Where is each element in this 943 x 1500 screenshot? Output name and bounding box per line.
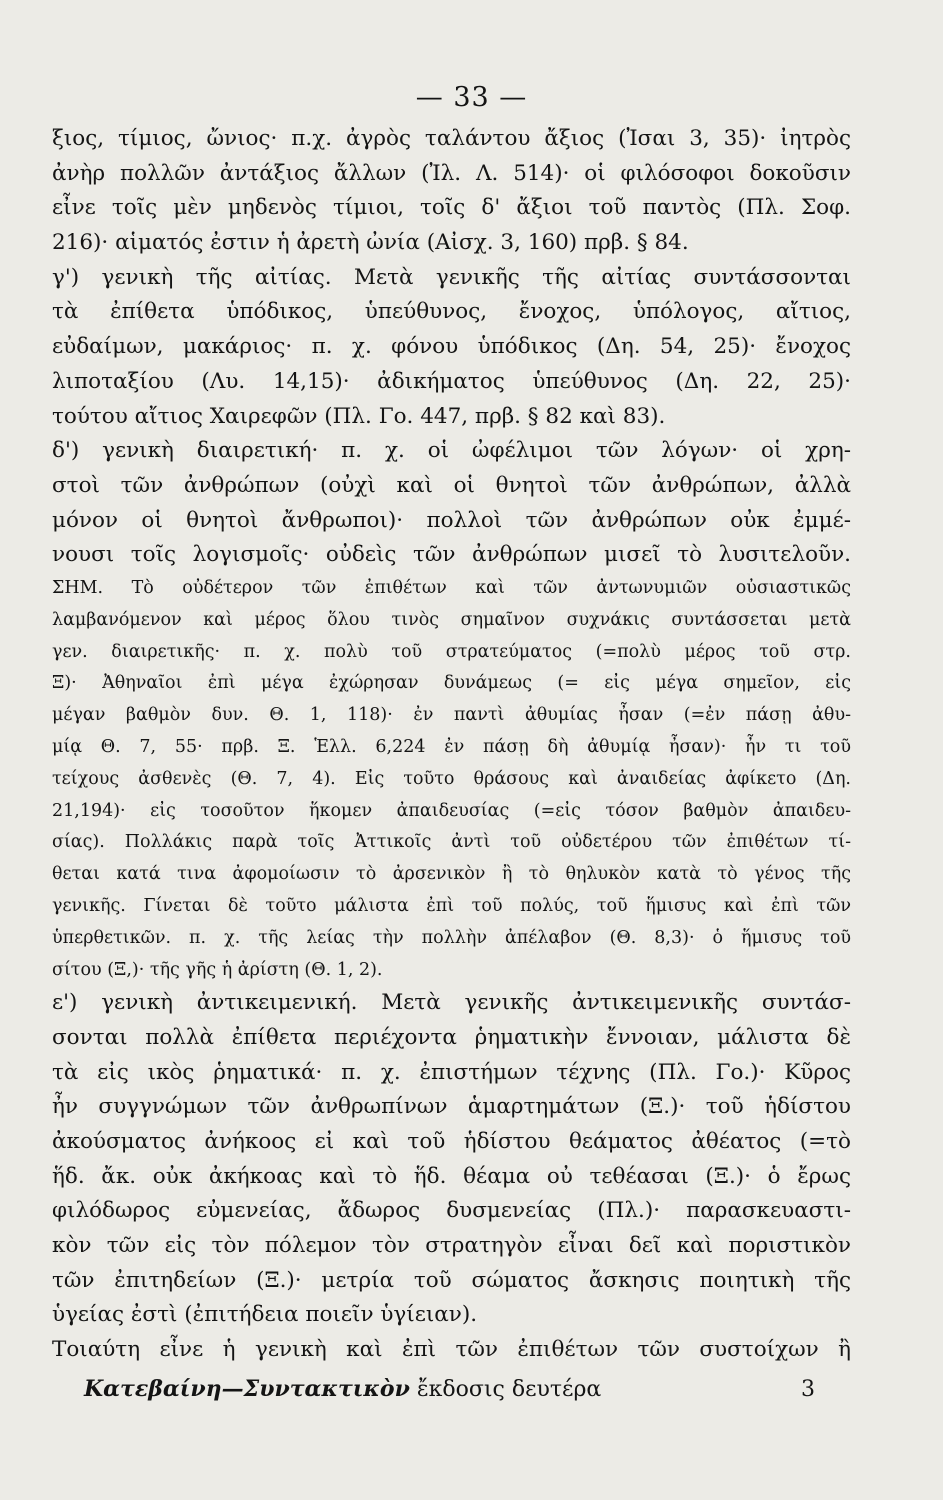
text-line: τούτου αἴτιος Χαιρεφῶν (Πλ. Γο. 447, πρβ. § 82 καὶ 83). xyxy=(52,403,666,429)
text-line: εἶνε τοῖς μὲν μηδενὸς τίμιοι, τοῖς δ' ἄξιοι τοῦ παντὸς (Πλ. Σοφ. xyxy=(52,195,851,221)
footer-title: Κατεβαίνη—Συντακτικὸν xyxy=(84,1376,410,1402)
text-line: ἀνὴρ πολλῶν ἀντάξιος ἄλλων (Ἰλ. Λ. 514)· οἱ φιλόσοφοι δοκοῦσιν xyxy=(52,160,851,186)
section-heading-line: δ') γενικὴ διαιρετική· π. χ. οἱ ὠφέλιμοι τῶν λόγων· οἱ χρη- xyxy=(52,438,851,464)
note-line: ΣΗΜ. Τὸ οὐδέτερον τῶν ἐπιθέτων καὶ τῶν ἀντωνυμιῶν οὐσιαστικῶς xyxy=(52,577,851,598)
section-heading-line: ε') γενικὴ ἀντικειμενική. Μετὰ γενικῆς ἀντικειμενικῆς συντάσ- xyxy=(52,990,851,1016)
text-line: λιποταξίου (Λυ. 14,15)· ἀδικήματος ὑπεύθυνος (Δη. 22, 25)· xyxy=(52,368,851,394)
note-line: Ξ)· Ἀθηναῖοι ἐπὶ μέγα ἐχώρησαν δυνάμεως (= εἰς μέγα σημεῖον, εἰς xyxy=(52,673,851,694)
footer-edition: ἔκδοσις δευτέρα xyxy=(416,1377,602,1402)
text-line: ξιος, τίμιος, ὤνιος· π.χ. ἀγρὸς ταλάντου ἄξιος (Ἰσαι 3, 35)· ἰητρὸς xyxy=(52,126,851,151)
note-line: μέγαν βαθμὸν δυν. Θ. 1, 118)· ἐν παντὶ ἀθυμίας ἦσαν (=ἐν πάσῃ ἀθυ- xyxy=(52,705,851,726)
text-line: ἀκούσματος ἀνήκοος εἰ καὶ τοῦ ἡδίστου θεάματος ἀθέατος (=τὸ xyxy=(52,1129,851,1155)
text-line: σονται πολλὰ ἐπίθετα περιέχοντα ῥηματικὴν ἔννοιαν, μάλιστα δὲ xyxy=(52,1024,851,1050)
note-line: λαμβανόμενον καὶ μέρος ὅλου τινὸς σημαῖνον συχνάκις συντάσσεται μετὰ xyxy=(52,609,851,630)
text-line: τὰ ἐπίθετα ὑπόδικος, ὑπεύθυνος, ἔνοχος, ὑπόλογος, αἴτιος, xyxy=(52,299,851,325)
text-line: τὰ εἰς ικὸς ῥηματικά· π. χ. ἐπιστήμων τέχνης (Πλ. Γο.)· Κῦρος xyxy=(52,1059,851,1085)
text-line: φιλόδωρος εὐμενείας, ἄδωρος δυσμενείας (Πλ.)· παρασκευαστι- xyxy=(52,1198,851,1224)
note-line: ὑπερθετικῶν. π. χ. τῆς λείας τὴν πολλὴν ἀπέλαβον (Θ. 8,3)· ὁ ἥμισυς τοῦ xyxy=(52,927,851,948)
note-line: γεν. διαιρετικῆς· π. χ. πολὺ τοῦ στρατεύματος (=πολὺ μέρος τοῦ στρ. xyxy=(52,641,851,662)
page-footer xyxy=(84,1376,815,1402)
text-line: στοὶ τῶν ἀνθρώπων (οὐχὶ καὶ οἱ θνητοὶ τῶν ἀνθρώπων, ἀλλὰ xyxy=(52,472,851,498)
note-line: θεται κατά τινα ἀφομοίωσιν τὸ ἀρσενικὸν ἢ τὸ θηλυκὸν κατὰ τὸ γένος τῆς xyxy=(52,864,851,885)
text-line: Τοιαύτη εἶνε ἡ γενικὴ καὶ ἐπὶ τῶν ἐπιθέτων τῶν συστοίχων ἢ xyxy=(52,1337,851,1363)
text-line: εὐδαίμων, μακάριος· π. χ. φόνου ὑπόδικος (Δη. 54, 25)· ἔνοχος xyxy=(52,334,851,360)
note-line: σίας). Πολλάκις παρὰ τοῖς Ἀττικοῖς ἀντὶ τοῦ οὐδετέρου τῶν ἐπιθέτων τί- xyxy=(52,832,851,853)
note-line: σίτου (Ξ,)· τῆς γῆς ἡ ἀρίστη (Θ. 1, 2). xyxy=(52,959,383,980)
page-number: — 33 — xyxy=(415,82,528,113)
text-line: τῶν ἐπιτηδείων (Ξ.)· μετρία τοῦ σώματος ἄσκησις ποιητικὴ τῆς xyxy=(52,1267,851,1293)
note-line: γενικῆς. Γίνεται δὲ τοῦτο μάλιστα ἐπὶ τοῦ πολύς, τοῦ ἥμισυς καὶ ἐπὶ τῶν xyxy=(52,895,851,916)
note-line: τείχους ἀσθενὲς (Θ. 7, 4). Εἰς τοῦτο θράσους καὶ ἀναιδείας ἀφίκετο (Δη. xyxy=(52,768,851,789)
text-line: νουσι τοῖς λογισμοῖς· οὐδεὶς τῶν ἀνθρώπων μισεῖ τὸ λυσιτελοῦν. xyxy=(52,542,851,568)
section-heading-line: γ') γενικὴ τῆς αἰτίας. Μετὰ γενικῆς τῆς αἰτίας συντάσσονται xyxy=(52,264,851,290)
text-line: ἦν συγγνώμων τῶν ἀνθρωπίνων ἁμαρτημάτων (Ξ.)· τοῦ ἡδίστου xyxy=(52,1094,851,1120)
text-line: κὸν τῶν εἰς τὸν πόλεμον τὸν στρατηγὸν εἶναι δεῖ καὶ ποριστικὸν xyxy=(52,1233,851,1259)
page-body xyxy=(52,122,851,1368)
footer-book-title xyxy=(84,1376,601,1402)
text-line: μόνον οἱ θνητοὶ ἄνθρωποι)· πολλοὶ τῶν ἀνθρώπων οὐκ ἐμμέ- xyxy=(52,507,851,533)
note-line: 21,194)· εἰς τοσοῦτον ἥκομεν ἀπαιδευσίας (=εἰς τόσον βαθμὸν ἀπαιδευ- xyxy=(52,800,851,821)
footer-signature: 3 xyxy=(801,1377,815,1402)
text-line: 216)· αἱματός ἐστιν ἡ ἀρετὴ ὠνία (Αἰσχ. 3, 160) πρβ. § 84. xyxy=(52,230,689,256)
note-line: μίᾳ Θ. 7, 55· πρβ. Ξ. Ἑλλ. 6,224 ἐν πάσῃ δὴ ἀθυμίᾳ ἦσαν)· ἦν τι τοῦ xyxy=(52,736,851,757)
text-line: ἥδ. ἄκ. οὐκ ἀκήκοας καὶ τὸ ἥδ. θέαμα οὐ τεθέασαι (Ξ.)· ὁ ἔρως xyxy=(52,1163,851,1189)
text-line: ὑγείας ἐστὶ (ἐπιτήδεια ποιεῖν ὑγίειαν). xyxy=(52,1302,478,1328)
